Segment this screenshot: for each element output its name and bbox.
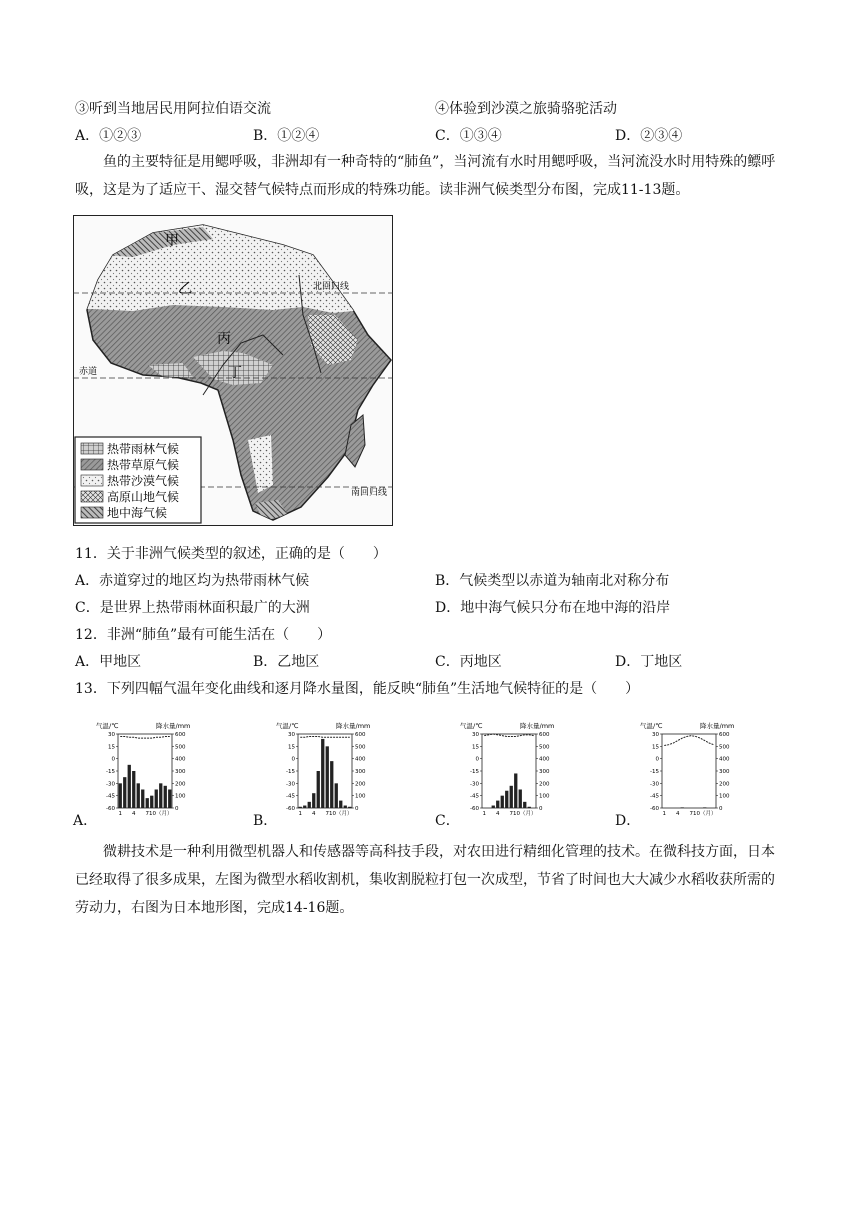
y2-tick-label: 500 bbox=[539, 744, 550, 751]
q11-stem: 11．关于非洲气候类型的叙述，正确的是（ ） bbox=[75, 546, 387, 562]
x-tick-label: 4 bbox=[676, 811, 680, 817]
q11-option-a[interactable]: A．赤道穿过的地区均为热带雨林气候 bbox=[75, 573, 310, 589]
y2-tick-label: 0 bbox=[355, 806, 359, 812]
precip-bar bbox=[150, 796, 153, 808]
precip-bar bbox=[119, 783, 122, 808]
y2-tick-label: 0 bbox=[719, 806, 723, 812]
x-tick-label: 1 bbox=[482, 811, 486, 817]
y2-tick-label: 100 bbox=[175, 793, 186, 800]
climate-chart-d bbox=[640, 720, 736, 824]
y2-tick-label: 100 bbox=[539, 793, 550, 800]
y-tick-label: 30 bbox=[472, 732, 479, 738]
precip-bar bbox=[339, 801, 342, 808]
y-tick-label: 0 bbox=[655, 756, 659, 763]
y-tick-label: -60 bbox=[286, 806, 295, 812]
region-jia-label: 甲 bbox=[165, 233, 179, 249]
y2-tick-label: 400 bbox=[539, 756, 550, 763]
legend-mediterranean: 地中海气候 bbox=[107, 506, 168, 520]
y2-tick-label: 200 bbox=[539, 781, 550, 788]
precip-bar bbox=[132, 771, 135, 808]
y2-tick-label: 600 bbox=[175, 732, 186, 738]
legend-savanna: 热带草原气候 bbox=[107, 458, 180, 472]
precip-bar bbox=[317, 771, 320, 808]
y2-tick-label: 300 bbox=[539, 769, 550, 775]
precip-bar bbox=[137, 783, 140, 808]
q10-item4: ④体验到沙漠之旅骑骆驼活动 bbox=[435, 101, 617, 117]
africa-climate-map bbox=[73, 215, 393, 526]
q11-option-b[interactable]: B．气候类型以赤道为轴南北对称分布 bbox=[435, 573, 670, 589]
x-tick-label: 1 bbox=[298, 811, 302, 817]
y2-tick-label: 200 bbox=[175, 781, 186, 788]
precip-bar bbox=[321, 739, 324, 808]
q10-option-a[interactable]: A．①②③ bbox=[75, 128, 142, 144]
y2-axis-title: 降水量/mm bbox=[700, 722, 735, 730]
precip-bar bbox=[505, 791, 508, 808]
precip-bar bbox=[330, 761, 333, 808]
y-tick-label: -30 bbox=[106, 781, 115, 788]
legend-highland: 高原山地气候 bbox=[107, 490, 180, 504]
precip-bar bbox=[496, 801, 499, 808]
y2-tick-label: 400 bbox=[355, 756, 366, 763]
y2-tick-label: 0 bbox=[175, 806, 179, 812]
precip-bar bbox=[159, 783, 162, 808]
region-yi-label: 乙 bbox=[178, 281, 192, 297]
y2-tick-label: 500 bbox=[175, 744, 186, 751]
precip-bar bbox=[123, 777, 126, 808]
y2-tick-label: 300 bbox=[175, 769, 186, 775]
y-tick-label: -30 bbox=[286, 781, 295, 788]
precip-bar bbox=[168, 790, 171, 809]
precip-bar bbox=[155, 790, 158, 809]
y2-tick-label: 400 bbox=[719, 756, 730, 763]
y-tick-label: 30 bbox=[288, 732, 295, 738]
q13-option-a[interactable]: A． bbox=[73, 813, 98, 829]
x-tick-label: 10（月） bbox=[513, 811, 537, 817]
equator-label: 赤道 bbox=[79, 367, 98, 377]
y2-tick-label: 100 bbox=[355, 793, 366, 800]
y2-tick-label: 600 bbox=[539, 732, 550, 738]
precip-bar bbox=[510, 786, 513, 808]
y-tick-label: 0 bbox=[111, 756, 115, 763]
q11-option-d[interactable]: D．地中海气候只分布在地中海的沿岸 bbox=[435, 600, 671, 616]
y-tick-label: -60 bbox=[470, 806, 479, 812]
climate-chart-b bbox=[276, 720, 372, 824]
y-tick-label: -15 bbox=[286, 769, 295, 775]
y2-tick-label: 300 bbox=[719, 769, 730, 775]
y-tick-label: 15 bbox=[472, 744, 479, 751]
x-tick-label: 7 bbox=[145, 811, 149, 817]
q12-stem: 12．非洲“肺鱼”最有可能生活在（ ） bbox=[75, 627, 332, 643]
y-tick-label: -60 bbox=[650, 806, 659, 812]
y2-tick-label: 400 bbox=[175, 756, 186, 763]
y2-axis-title: 降水量/mm bbox=[156, 722, 191, 730]
x-tick-label: 7 bbox=[325, 811, 329, 817]
q12-option-c[interactable]: C．丙地区 bbox=[435, 654, 502, 670]
plot-frame bbox=[662, 734, 716, 808]
y-tick-label: -45 bbox=[286, 793, 295, 800]
y-tick-label: -45 bbox=[650, 793, 659, 800]
precip-bar bbox=[326, 746, 329, 808]
precip-bar bbox=[299, 807, 302, 808]
x-tick-label: 7 bbox=[509, 811, 513, 817]
y-tick-label: 15 bbox=[108, 744, 115, 751]
precip-bar bbox=[528, 807, 531, 808]
x-tick-label: 10（月） bbox=[693, 811, 717, 817]
precip-bar bbox=[523, 802, 526, 808]
y2-tick-label: 600 bbox=[719, 732, 730, 738]
q10-option-c[interactable]: C．①③④ bbox=[435, 128, 502, 144]
y-tick-label: 0 bbox=[291, 756, 295, 763]
x-tick-label: 1 bbox=[662, 811, 666, 817]
x-tick-label: 4 bbox=[496, 811, 500, 817]
y-tick-label: 30 bbox=[108, 732, 115, 738]
temperature-line bbox=[120, 736, 170, 738]
precip-bar bbox=[303, 806, 306, 808]
intro-paragraph-japan: 微耕技术是一种利用微型机器人和传感器等高科技手段，对农田进行精细化管理的技术。在微科技方面，日本已经取得了很多成果，左图为微型水稻收割机，集收割脱粒打包一次成型，节省了时间也大大减少水稻收获所需的劳动力，右图为日本地形图，完成14-16题。 bbox=[75, 844, 775, 916]
y2-axis-title: 降水量/mm bbox=[336, 722, 371, 730]
x-tick-label: 1 bbox=[118, 811, 122, 817]
climate-chart-c bbox=[460, 720, 556, 824]
precip-bar bbox=[703, 807, 706, 808]
q10-option-d[interactable]: D．②③④ bbox=[615, 128, 683, 144]
q10-item3: ③听到当地居民用阿拉伯语交流 bbox=[75, 101, 271, 117]
y2-tick-label: 500 bbox=[355, 744, 366, 751]
q13-stem: 13．下列四幅气温年变化曲线和逐月降水量图，能反映“肺鱼”生活地气候特征的是（ ） bbox=[75, 681, 640, 697]
x-tick-label: 7 bbox=[689, 811, 693, 817]
precip-bar bbox=[348, 807, 351, 808]
plot-frame bbox=[482, 734, 536, 808]
q13-option-d[interactable]: D． bbox=[615, 813, 641, 829]
y-tick-label: -60 bbox=[106, 806, 115, 812]
x-tick-label: 4 bbox=[132, 811, 136, 817]
y-tick-label: 0 bbox=[475, 756, 479, 763]
precip-bar bbox=[335, 783, 338, 808]
q12-option-a[interactable]: A．甲地区 bbox=[75, 654, 142, 670]
map-legend bbox=[75, 437, 201, 523]
precip-bar bbox=[514, 773, 517, 808]
x-tick-label: 4 bbox=[312, 811, 316, 817]
y-tick-label: 15 bbox=[288, 744, 295, 751]
precip-bar bbox=[128, 765, 131, 808]
legend-rainforest: 热带雨林气候 bbox=[107, 442, 180, 456]
y2-tick-label: 200 bbox=[355, 781, 366, 788]
tropic-south-label: 南回归线 bbox=[351, 488, 388, 498]
y-tick-label: -30 bbox=[470, 781, 479, 788]
q13-option-c[interactable]: C． bbox=[435, 813, 460, 829]
x-tick-label: 10（月） bbox=[329, 811, 353, 817]
precip-bar bbox=[141, 790, 144, 809]
q12-option-d[interactable]: D．丁地区 bbox=[615, 654, 683, 670]
y-tick-label: -30 bbox=[650, 781, 659, 788]
region-bing-label: 丙 bbox=[217, 331, 231, 347]
y-tick-label: 15 bbox=[652, 744, 659, 751]
y-tick-label: -15 bbox=[650, 769, 659, 775]
y2-tick-label: 600 bbox=[355, 732, 366, 738]
y2-tick-label: 500 bbox=[719, 744, 730, 751]
precip-bar bbox=[308, 802, 311, 808]
precip-bar bbox=[146, 798, 149, 808]
precip-bar bbox=[344, 806, 347, 808]
q11-option-c[interactable]: C．是世界上热带雨林面积最广的大洲 bbox=[75, 600, 310, 616]
y-tick-label: -15 bbox=[470, 769, 479, 775]
y2-tick-label: 0 bbox=[539, 806, 543, 812]
precip-bar bbox=[681, 807, 684, 808]
y2-tick-label: 200 bbox=[719, 781, 730, 788]
y-axis-title: 气温/℃ bbox=[96, 722, 119, 730]
precip-bar bbox=[501, 796, 504, 808]
y2-tick-label: 100 bbox=[719, 793, 730, 800]
q13-option-b[interactable]: B． bbox=[253, 813, 278, 829]
x-tick-label: 10（月） bbox=[149, 811, 173, 817]
q10-option-b[interactable]: B．①②④ bbox=[253, 128, 320, 144]
y2-tick-label: 300 bbox=[355, 769, 366, 775]
legend-desert: 热带沙漠气候 bbox=[107, 474, 180, 488]
temperature-line bbox=[300, 736, 350, 737]
climate-chart-a bbox=[96, 720, 192, 824]
precip-bar bbox=[519, 790, 522, 809]
precip-bar bbox=[312, 793, 315, 808]
y-axis-title: 气温/℃ bbox=[460, 722, 483, 730]
y-axis-title: 气温/℃ bbox=[640, 722, 663, 730]
temperature-line bbox=[664, 736, 714, 746]
precip-bar bbox=[492, 806, 495, 808]
plot-frame bbox=[298, 734, 352, 808]
q12-option-b[interactable]: B．乙地区 bbox=[253, 654, 320, 670]
tropic-north-label: 北回归线 bbox=[313, 282, 350, 292]
y-tick-label: -15 bbox=[106, 769, 115, 775]
region-ding-label: 丁 bbox=[228, 365, 242, 381]
y-axis-title: 气温/℃ bbox=[276, 722, 299, 730]
y-tick-label: 30 bbox=[652, 732, 659, 738]
y2-axis-title: 降水量/mm bbox=[520, 722, 555, 730]
precip-bar bbox=[164, 786, 167, 808]
y-tick-label: -45 bbox=[106, 793, 115, 800]
intro-paragraph-africa: 鱼的主要特征是用鳃呼吸，非洲却有一种奇特的“肺鱼”，当河流有水时用鳃呼吸，当河流没水时用特殊的鳔呼吸，这是为了适应干、湿交替气候特点而形成的特殊功能。读非洲气候类型分布图，完成11-13题。 bbox=[75, 154, 776, 198]
y-tick-label: -45 bbox=[470, 793, 479, 800]
